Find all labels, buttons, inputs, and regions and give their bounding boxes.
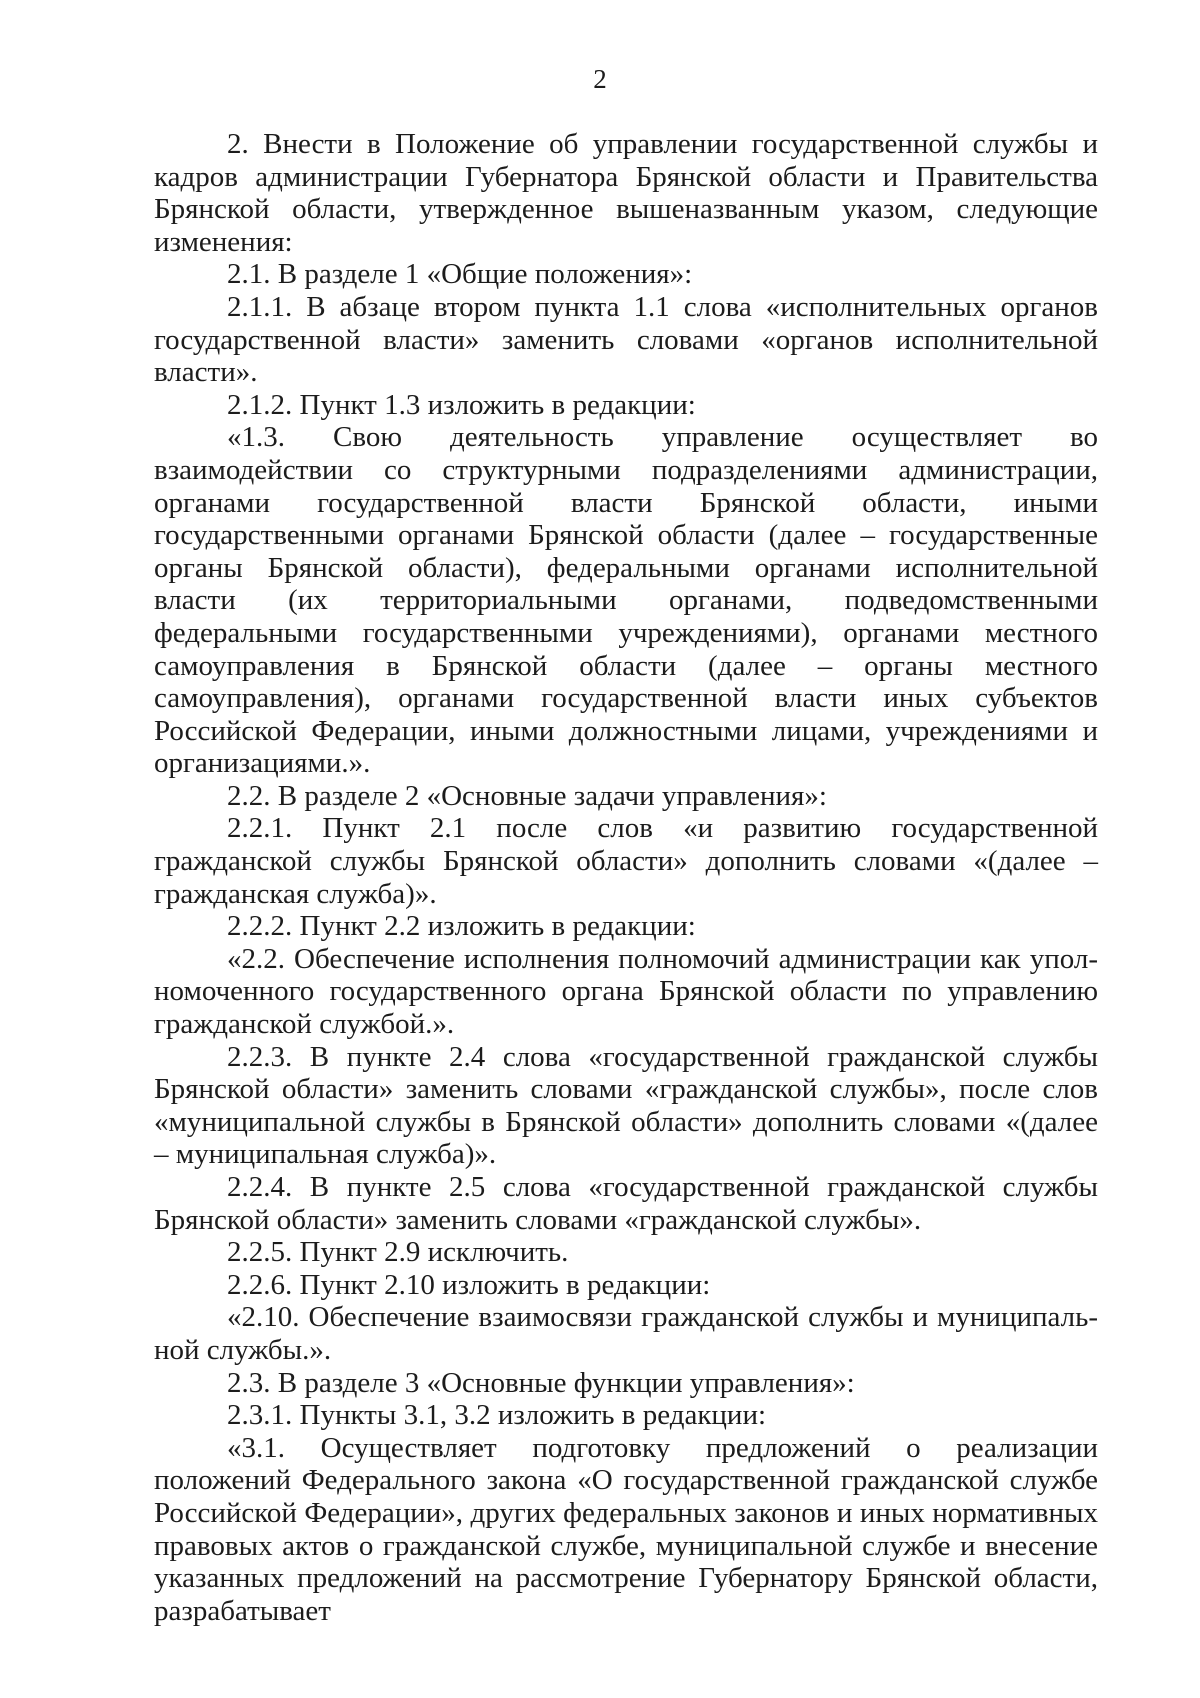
- paragraph: «1.3. Свою деятельность управление осуществляет во взаимодействии со структурными подразделениями администрации, органами государственной власти Брянской области, иными государственными органами Брянской области (далее – государственные органы Брянской области), федеральными органами исполнительной власти (их территориальными органами, подведомственными федеральными государственными учреждениями), органами местного самоуправления в Брянской области (далее – органы местного самоуправления), органами государственной власти иных субъектов Российской Федерации, иными должностными лицами, учреждениями и организациями.».: [154, 421, 1098, 780]
- paragraph: 2.1.1. В абзаце втором пункта 1.1 слова «исполнительных органов государственной власти» заменить словами «органов исполнительной власти».: [154, 290, 1098, 389]
- document-body: [154, 128, 1098, 1627]
- paragraph: 2.2.2. Пункт 2.2 изложить в редакции:: [227, 910, 696, 943]
- paragraph: 2. Внести в Положение об управлении государственной службы и кадров администрации Губернатора Брянской области и Правительства Брянской области, утвержденное вышеназванным указом, следующие изменения:: [154, 128, 1098, 258]
- paragraph: 2.2. В разделе 2 «Основные задачи управления»:: [227, 779, 827, 812]
- paragraph: 2.3. В разделе 3 «Основные функции управления»:: [227, 1366, 855, 1399]
- paragraph: 2.2.1. Пункт 2.1 после слов «и развитию государственной гражданской службы Брянской области» дополнить словами «(далее – гражданская служба)».: [154, 812, 1098, 910]
- page-number: 2: [593, 64, 607, 94]
- paragraph: «3.1. Осуществляет подготовку предложений о реализации положений Федерального закона «О государственной гражданской службе Российской Федерации», других федеральных законов и иных нормативных правовых актов о гражданской службе, муниципальной службе и внесение указанных предложений на рассмотрение Губернатору Брянской области, разрабатывает: [154, 1431, 1098, 1627]
- paragraph: «2.2. Обеспечение исполнения полномочий администрации как уполномоченного государственного органа Брянской области по управлению гражданской службой.».: [154, 942, 1098, 1041]
- paragraph: 2.3.1. Пункты 3.1, 3.2 изложить в редакции:: [227, 1399, 767, 1432]
- paragraph: 2.2.5. Пункт 2.9 исключить.: [227, 1236, 569, 1269]
- paragraph: «2.10. Обеспечение взаимосвязи гражданской службы и муниципальной службы.».: [154, 1301, 1098, 1366]
- paragraph: 2.2.3. В пункте 2.4 слова «государственной гражданской службы Брянской области» заменить словами «гражданской службы», после слов «муниципальной службы в Брянской области» дополнить словами «(далее – муниципальная служба)».: [154, 1040, 1098, 1171]
- paragraph: 2.1.2. Пункт 1.3 изложить в редакции:: [227, 388, 696, 421]
- paragraph: 2.2.6. Пункт 2.10 изложить в редакции:: [227, 1268, 711, 1301]
- paragraph: 2.2.4. В пункте 2.5 слова «государственной гражданской службы Брянской области» заменить словами «гражданской службы».: [154, 1171, 1098, 1236]
- paragraph: 2.1. В разделе 1 «Общие положения»:: [227, 258, 693, 291]
